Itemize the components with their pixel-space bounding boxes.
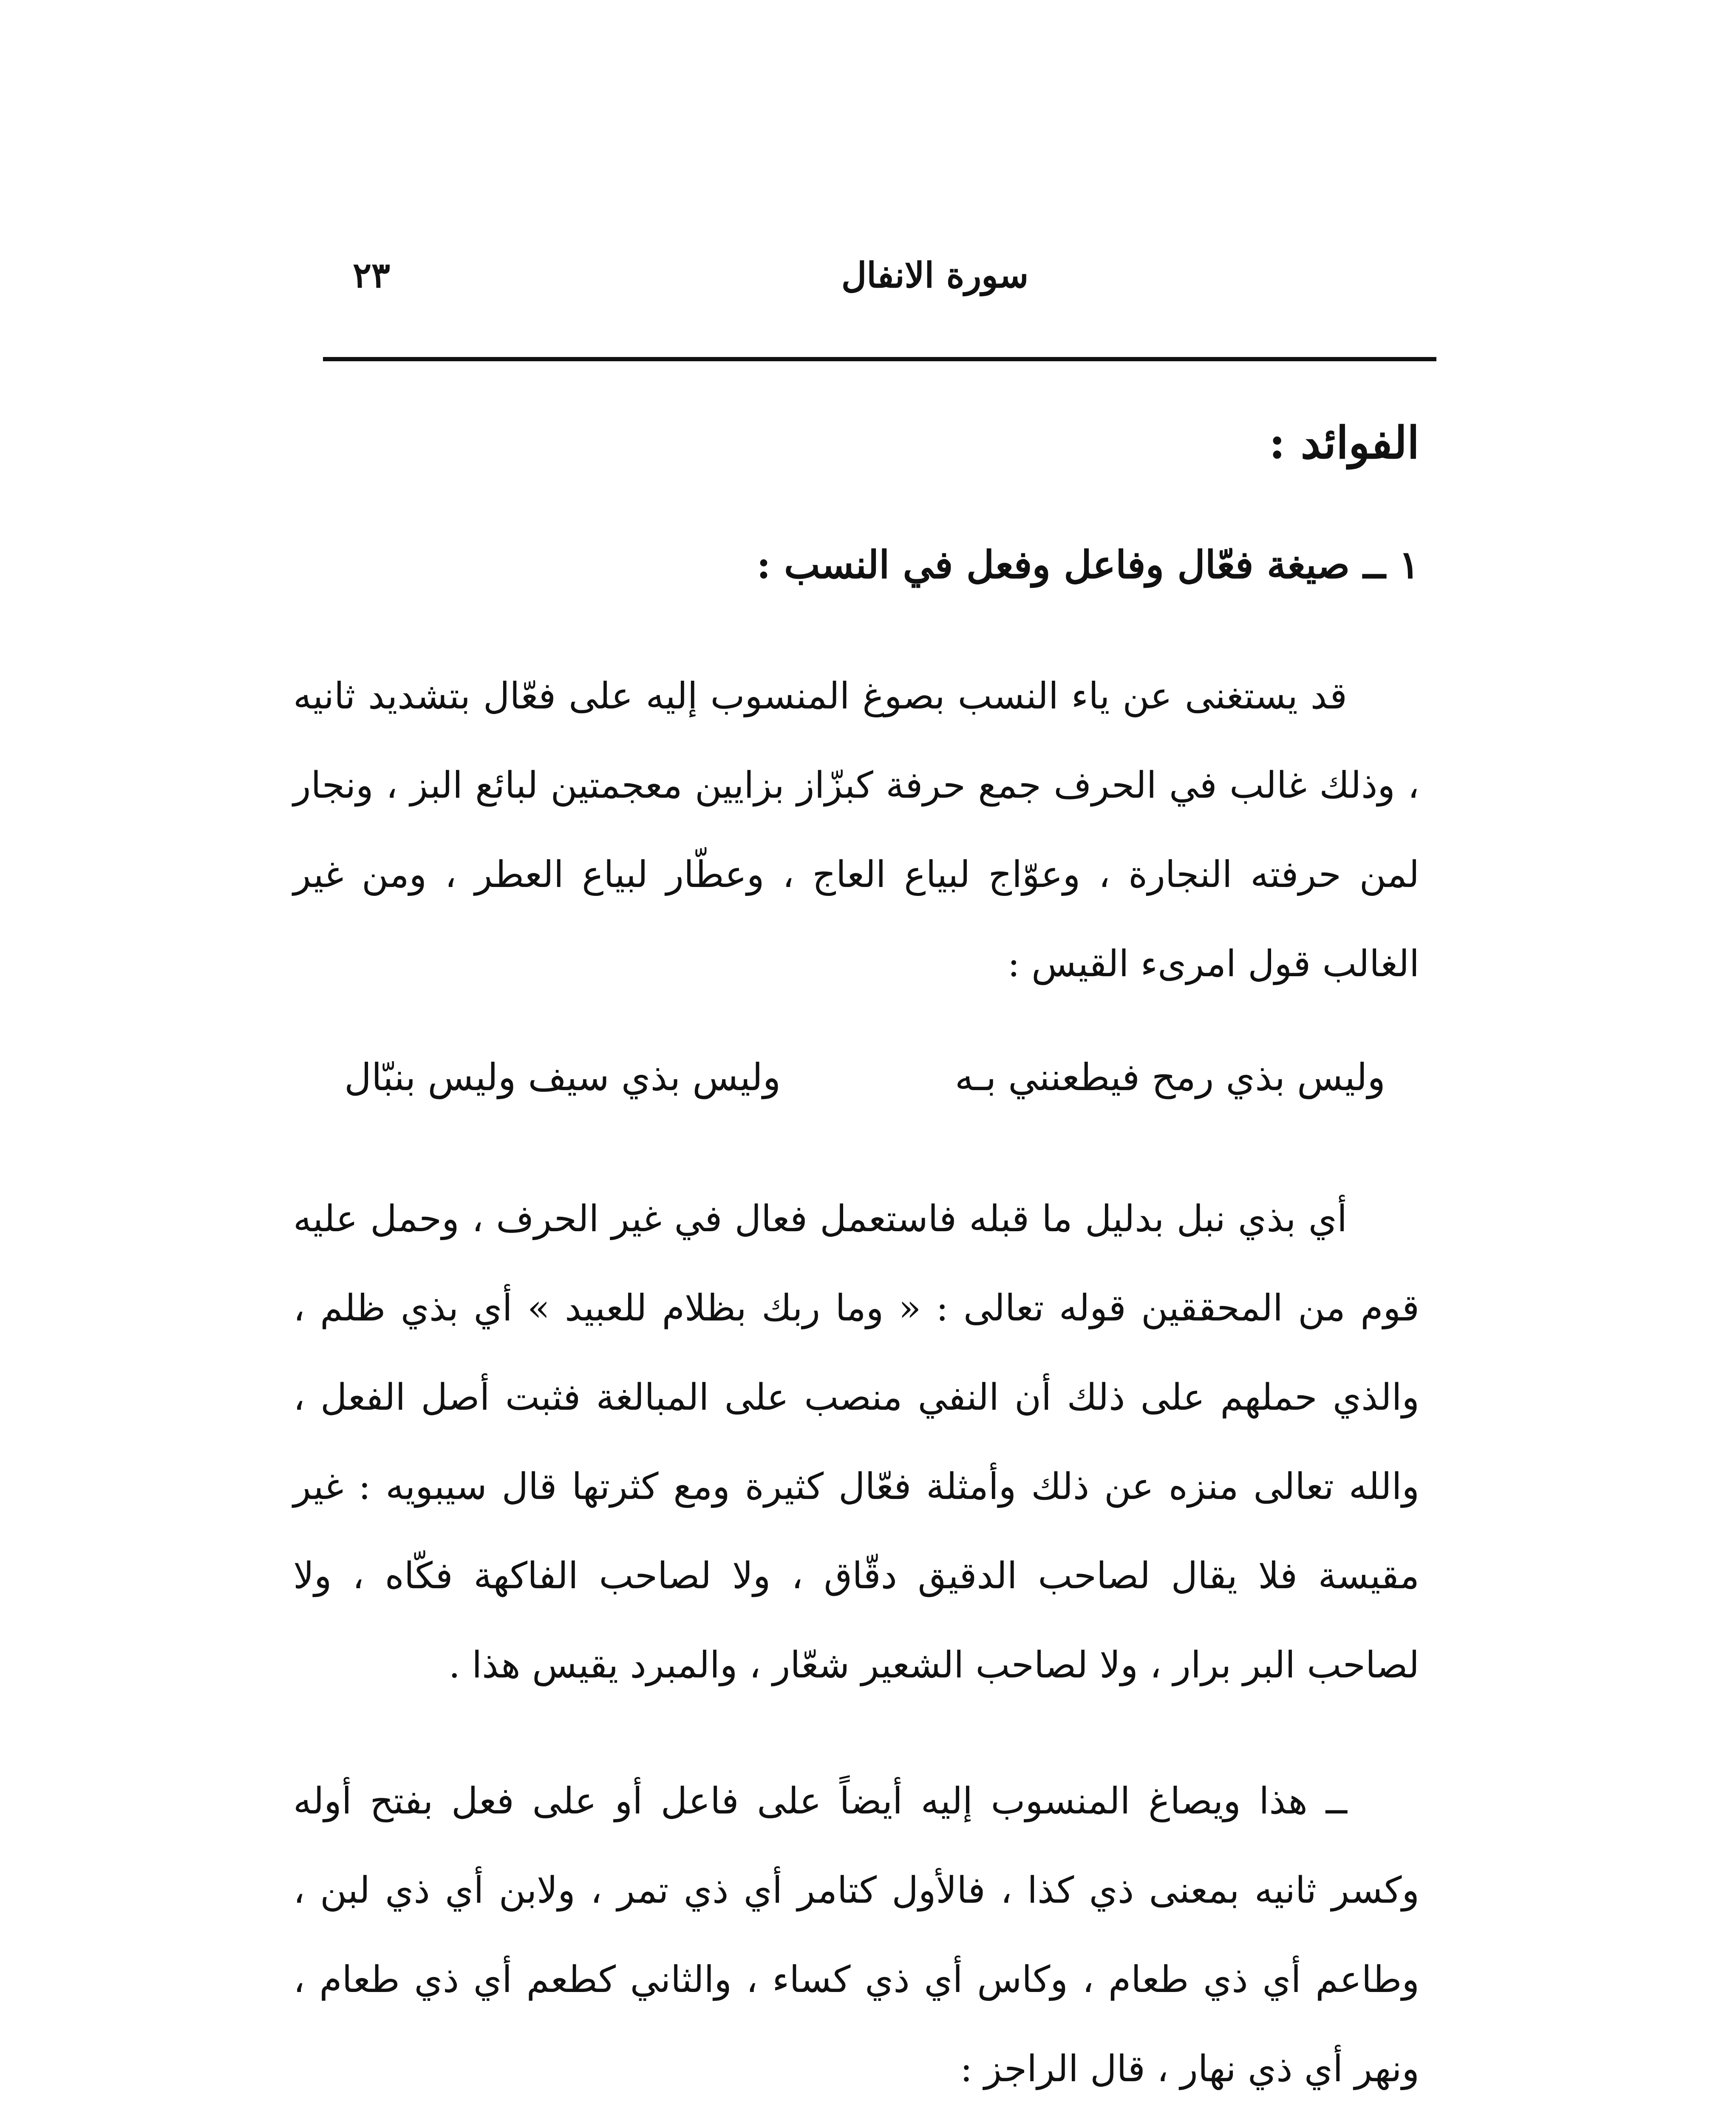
- page-number: ٢٣: [353, 255, 391, 296]
- page-body: [293, 416, 1419, 2125]
- poetry-verse-imru-al-qays: [293, 1055, 1419, 1128]
- paragraph-nisba-intro: قد يستغنى عن ياء النسب بصوغ المنسوب إليه على فعّال بتشديد ثانيه ، وذلك غالب في الحرف جمع حرفة كبزّاز بزايين معجمتين لبائع البز ، ونجار لمن حرفته النجارة ، وعوّاج لبياع العاج ، وعطّار لبياع العطر ، ومن غير الغالب قول امرىء القيس :: [293, 674, 1419, 985]
- verse-second-hemistich: وليس بذي سيف وليس بنبّال: [344, 1055, 781, 1099]
- paragraph-fail-fail: ــ هذا ويصاغ المنسوب إليه أيضاً على فاعل أو على فعل بفتح أوله وكسر ثانيه بمعنى ذي كذا ، فالأول كتامر أي ذي تمر ، ولابن أي ذي لبن ، وطاعم أي ذي طعام ، وكاس أي ذي كساء ، والثاني كطعم أي ذي طعام ، ونهر أي ذي نهار ، قال الراجز :: [293, 1779, 1419, 2090]
- verse-first-hemistich: وليس بذي رمح فيطعنني بـه: [954, 1055, 1385, 1099]
- page-header: [323, 255, 1436, 314]
- paragraph-faal-usage: أي بذي نبل بدليل ما قبله فاستعمل فعال في غير الحرف ، وحمل عليه قوم من المحققين قوله تعالى : « وما ربك بظلام للعبيد » أي بذي ظلم ، والذي حملهم على ذلك أن النفي منصب على المبالغة فثبت أصل الفعل ، والله تعالى منزه عن ذلك وأمثلة فعّال كثيرة ومع كثرتها قال سيبويه : غير مقيسة فلا يقال لصاحب الدقيق دقّاق ، ولا لصاحب الفاكهة فكّاه ، ولا لصاحب البر برار ، ولا لصاحب الشعير شعّار ، والمبرد يقيس هذا .: [293, 1197, 1419, 1686]
- header-divider: [323, 357, 1436, 361]
- item-title: ١ ــ صيغة فعّال وفاعل وفعل في النسب :: [756, 542, 1419, 587]
- running-title: سورة الانفال: [841, 255, 1029, 296]
- section-heading: الفوائد :: [1269, 416, 1419, 469]
